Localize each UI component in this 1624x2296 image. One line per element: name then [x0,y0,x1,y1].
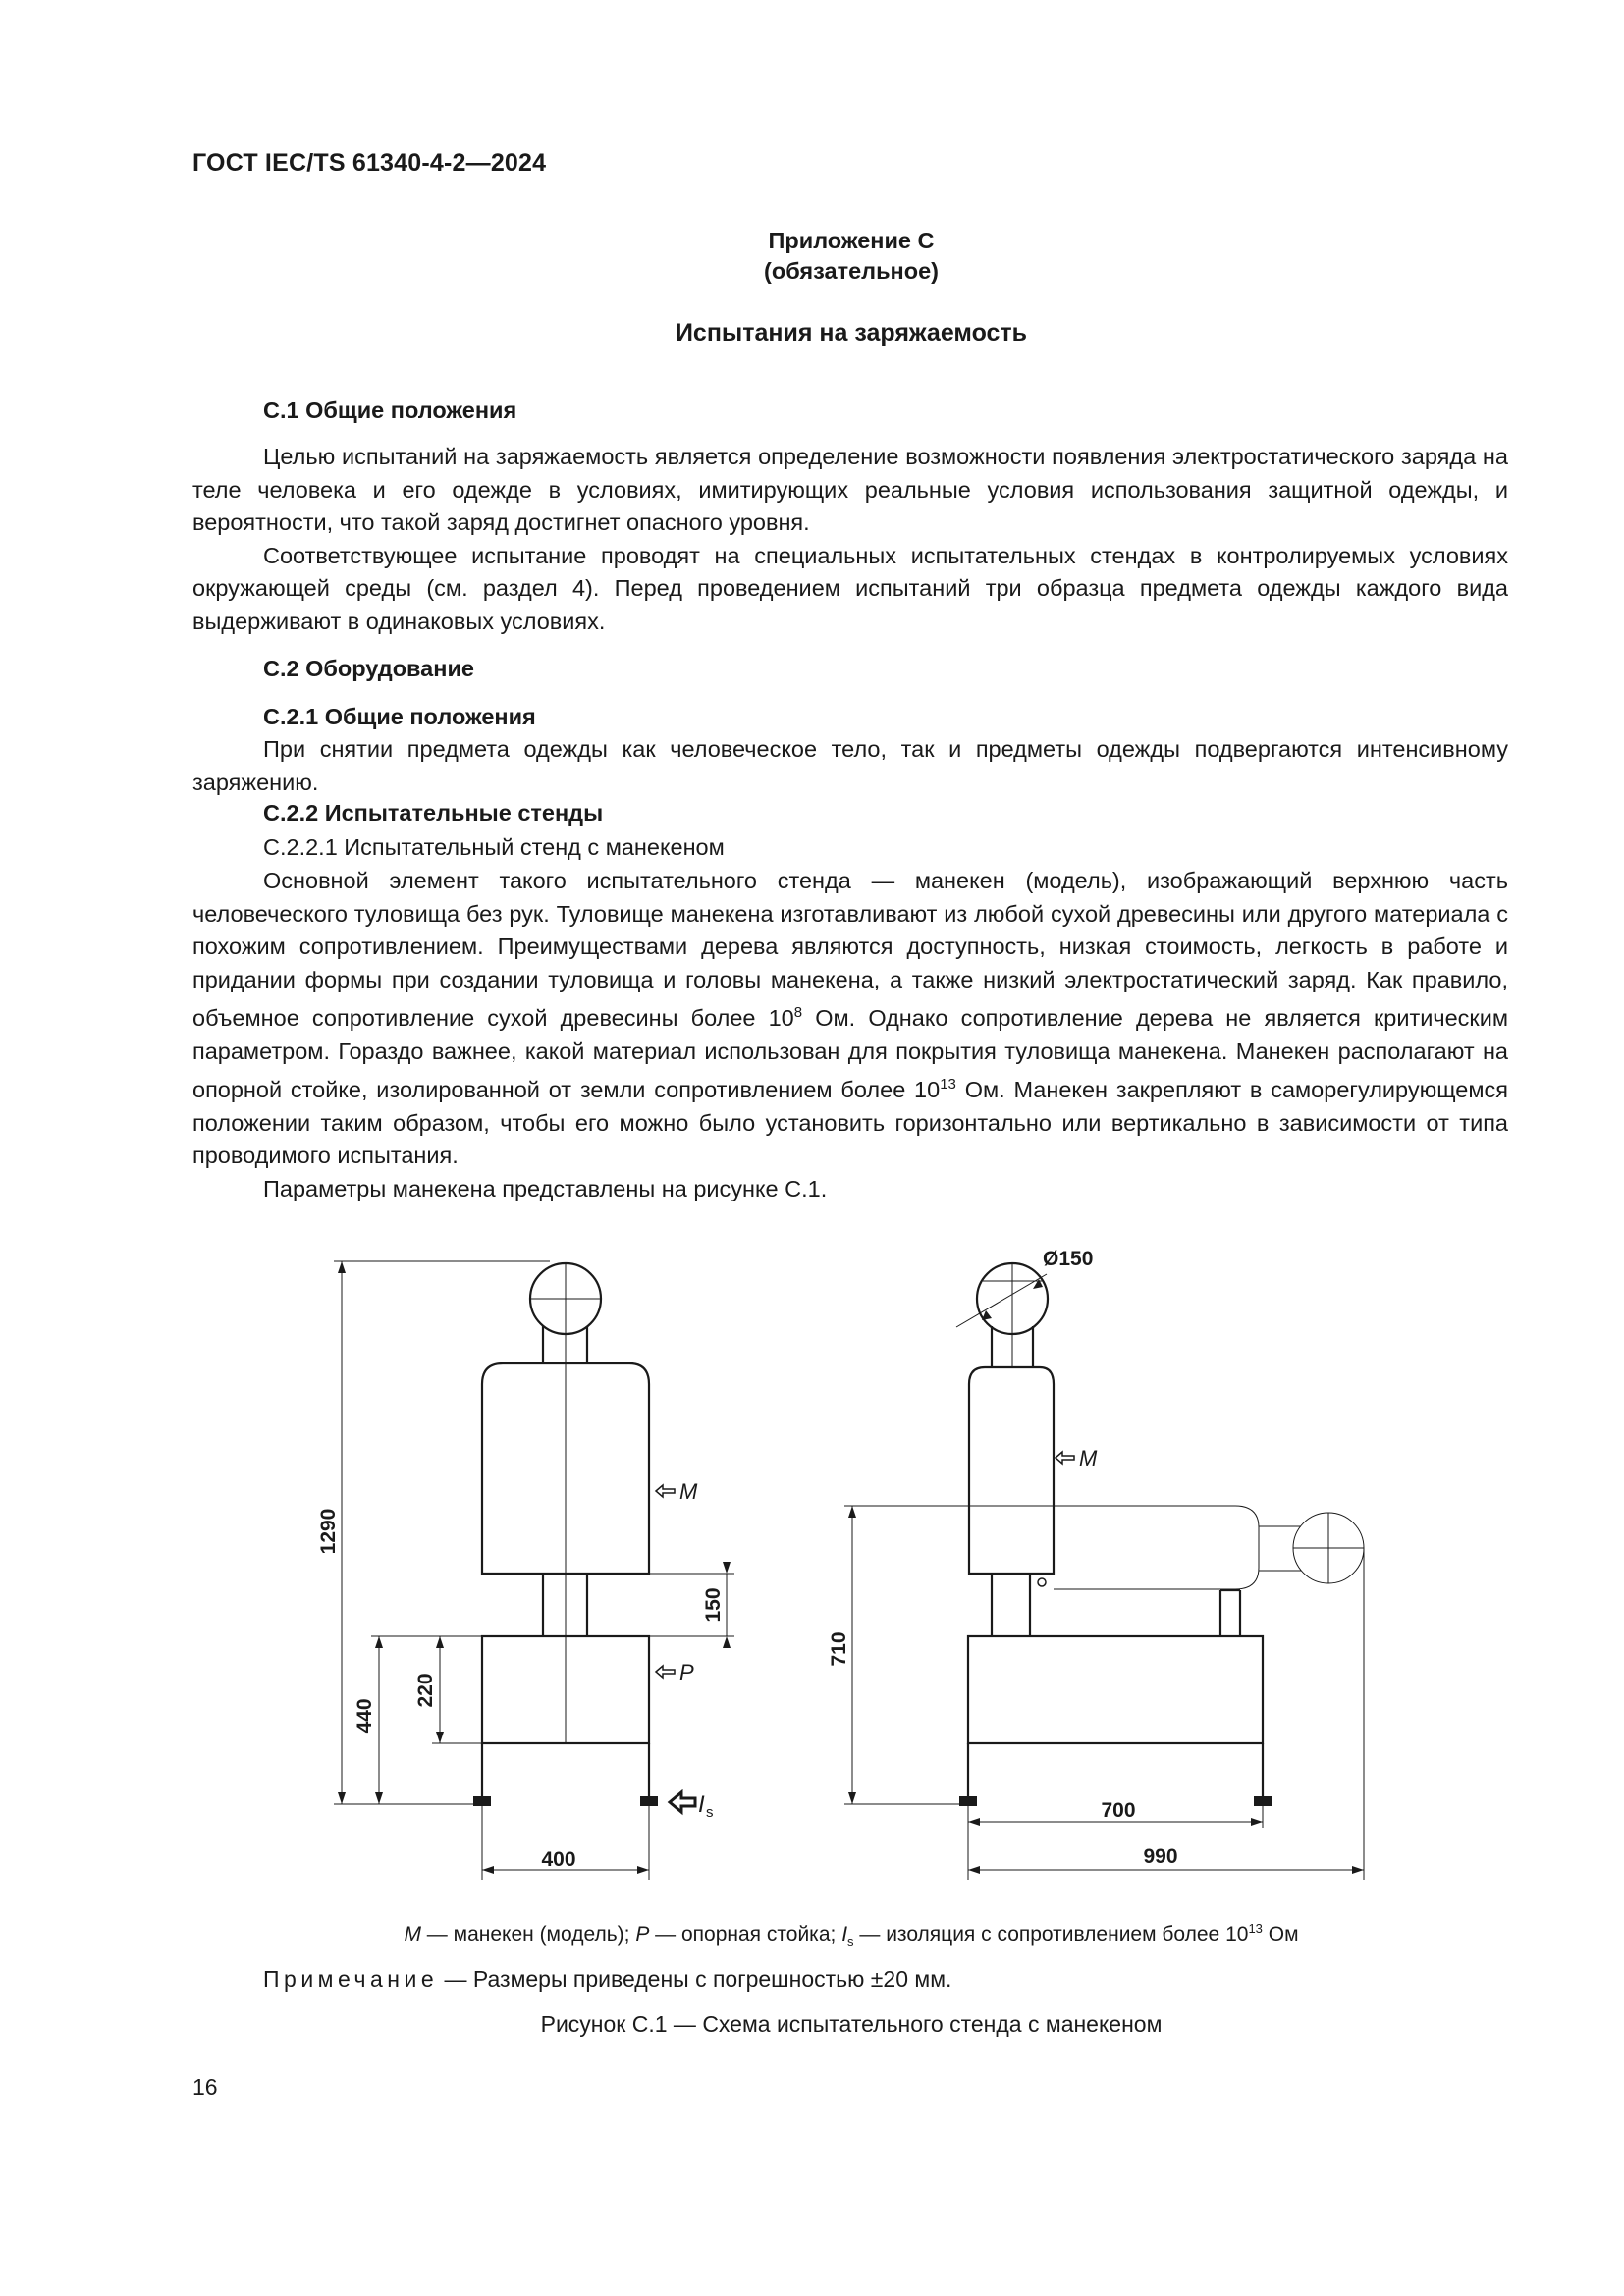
section-c21-heading: С.2.1 Общие положения [263,704,536,729]
label-m-front: M [679,1479,698,1504]
side-insulator-right [1254,1796,1272,1806]
side-insulator-left [959,1796,977,1806]
document-header: ГОСТ IEC/TS 61340-4-2—2024 [192,149,547,177]
label-is: I [698,1791,705,1818]
figure-note: Примечание — Размеры приведены с погрешностью ±20 мм. [263,1966,952,1992]
annex-title: Приложение С [768,228,935,253]
label-diameter: Ø150 [1043,1248,1094,1270]
paragraph: При снятии предмета одежды как человеческое тело, так и предметы одежды подвергаются интенсивному заряжению. [192,736,1508,795]
paragraph: Соответствующее испытание проводят на специальных испытательных стендах в контролируемых условиях окружающей среды (см. раздел 4). Перед проведением испытаний три образца предмета одежды каждого вида выдерживают в одинаковых условиях. [192,542,1508,634]
section-c221-subheading: С.2.2.1 Испытательный стенд с манекеном [263,834,725,860]
dim-700: 700 [1101,1799,1136,1822]
side-horizontal-torso [1054,1506,1259,1589]
label-m-side: M [1079,1446,1098,1470]
dim-220: 220 [414,1673,437,1708]
label-p: P [679,1660,694,1684]
dim-710: 710 [828,1631,850,1667]
dim-1290: 1290 [317,1508,340,1555]
dim-150: 150 [702,1587,725,1623]
front-insulator-right [640,1796,658,1806]
figure-caption: Рисунок С.1 — Схема испытательного стенда с манекеном [540,2011,1163,2037]
side-torso [969,1367,1054,1574]
paragraph: Основной элемент такого испытательного стенда — манекен (модель), изображающий верхнюю часть человеческого туловища без рук. Туловище манекена изготавливают из любой сухой древесины или другого материала с похожим сопротивлением. Преимуществами дерева являются доступность, низкая стоимость, легкость в работе и придании формы при создании туловища и головы манекена, а также низкий электростатический заряд. Как правило, объемное сопротивление сухой древесины более $10^8$ Ом. Однако сопротивление дерева не является критическим параметром. Гораздо важнее, какой материал использован для покрытия туловища манекена. Манекен располагают на опорной стойке, изолированной от земли сопротивлением более $10^{13}$ Ом. Манекен закрепляют в саморегулирующемся положении таким образом, чтобы его можно было установить горизонтально или вертикально в зависимости от типа проводимого испытания. [192,868,1508,1169]
section-c1-heading: С.1 Общие положения [263,398,517,423]
dim-400: 400 [541,1848,576,1871]
dim-440: 440 [353,1698,376,1734]
annex-status: (обязательное) [764,258,939,284]
paragraph: Целью испытаний на заряжаемость является определение возможности появления электростатического заряда на теле человека и его одежде в условиях, имитирующих реальные условия использования защитной одежды, и вероятности, что такой заряд достигнет опасного уровня. [192,444,1508,536]
annex-heading: Испытания на заряжаемость [675,319,1028,347]
paragraph: Параметры манекена представлены на рисунке С.1. [263,1176,828,1201]
section-c2-heading: С.2 Оборудование [263,656,474,681]
figure-legend: M — манекен (модель); P — опорная стойка; $I_s$ — изоляция с сопротивлением более $10^{13}$ Ом [404,1921,1299,1949]
side-stand-box [968,1636,1263,1743]
page-number: 16 [192,2074,218,2100]
dim-990: 990 [1143,1845,1178,1868]
section-c22-heading: С.2.2 Испытательные стенды [263,800,604,826]
label-is-subscript: s [706,1804,714,1821]
